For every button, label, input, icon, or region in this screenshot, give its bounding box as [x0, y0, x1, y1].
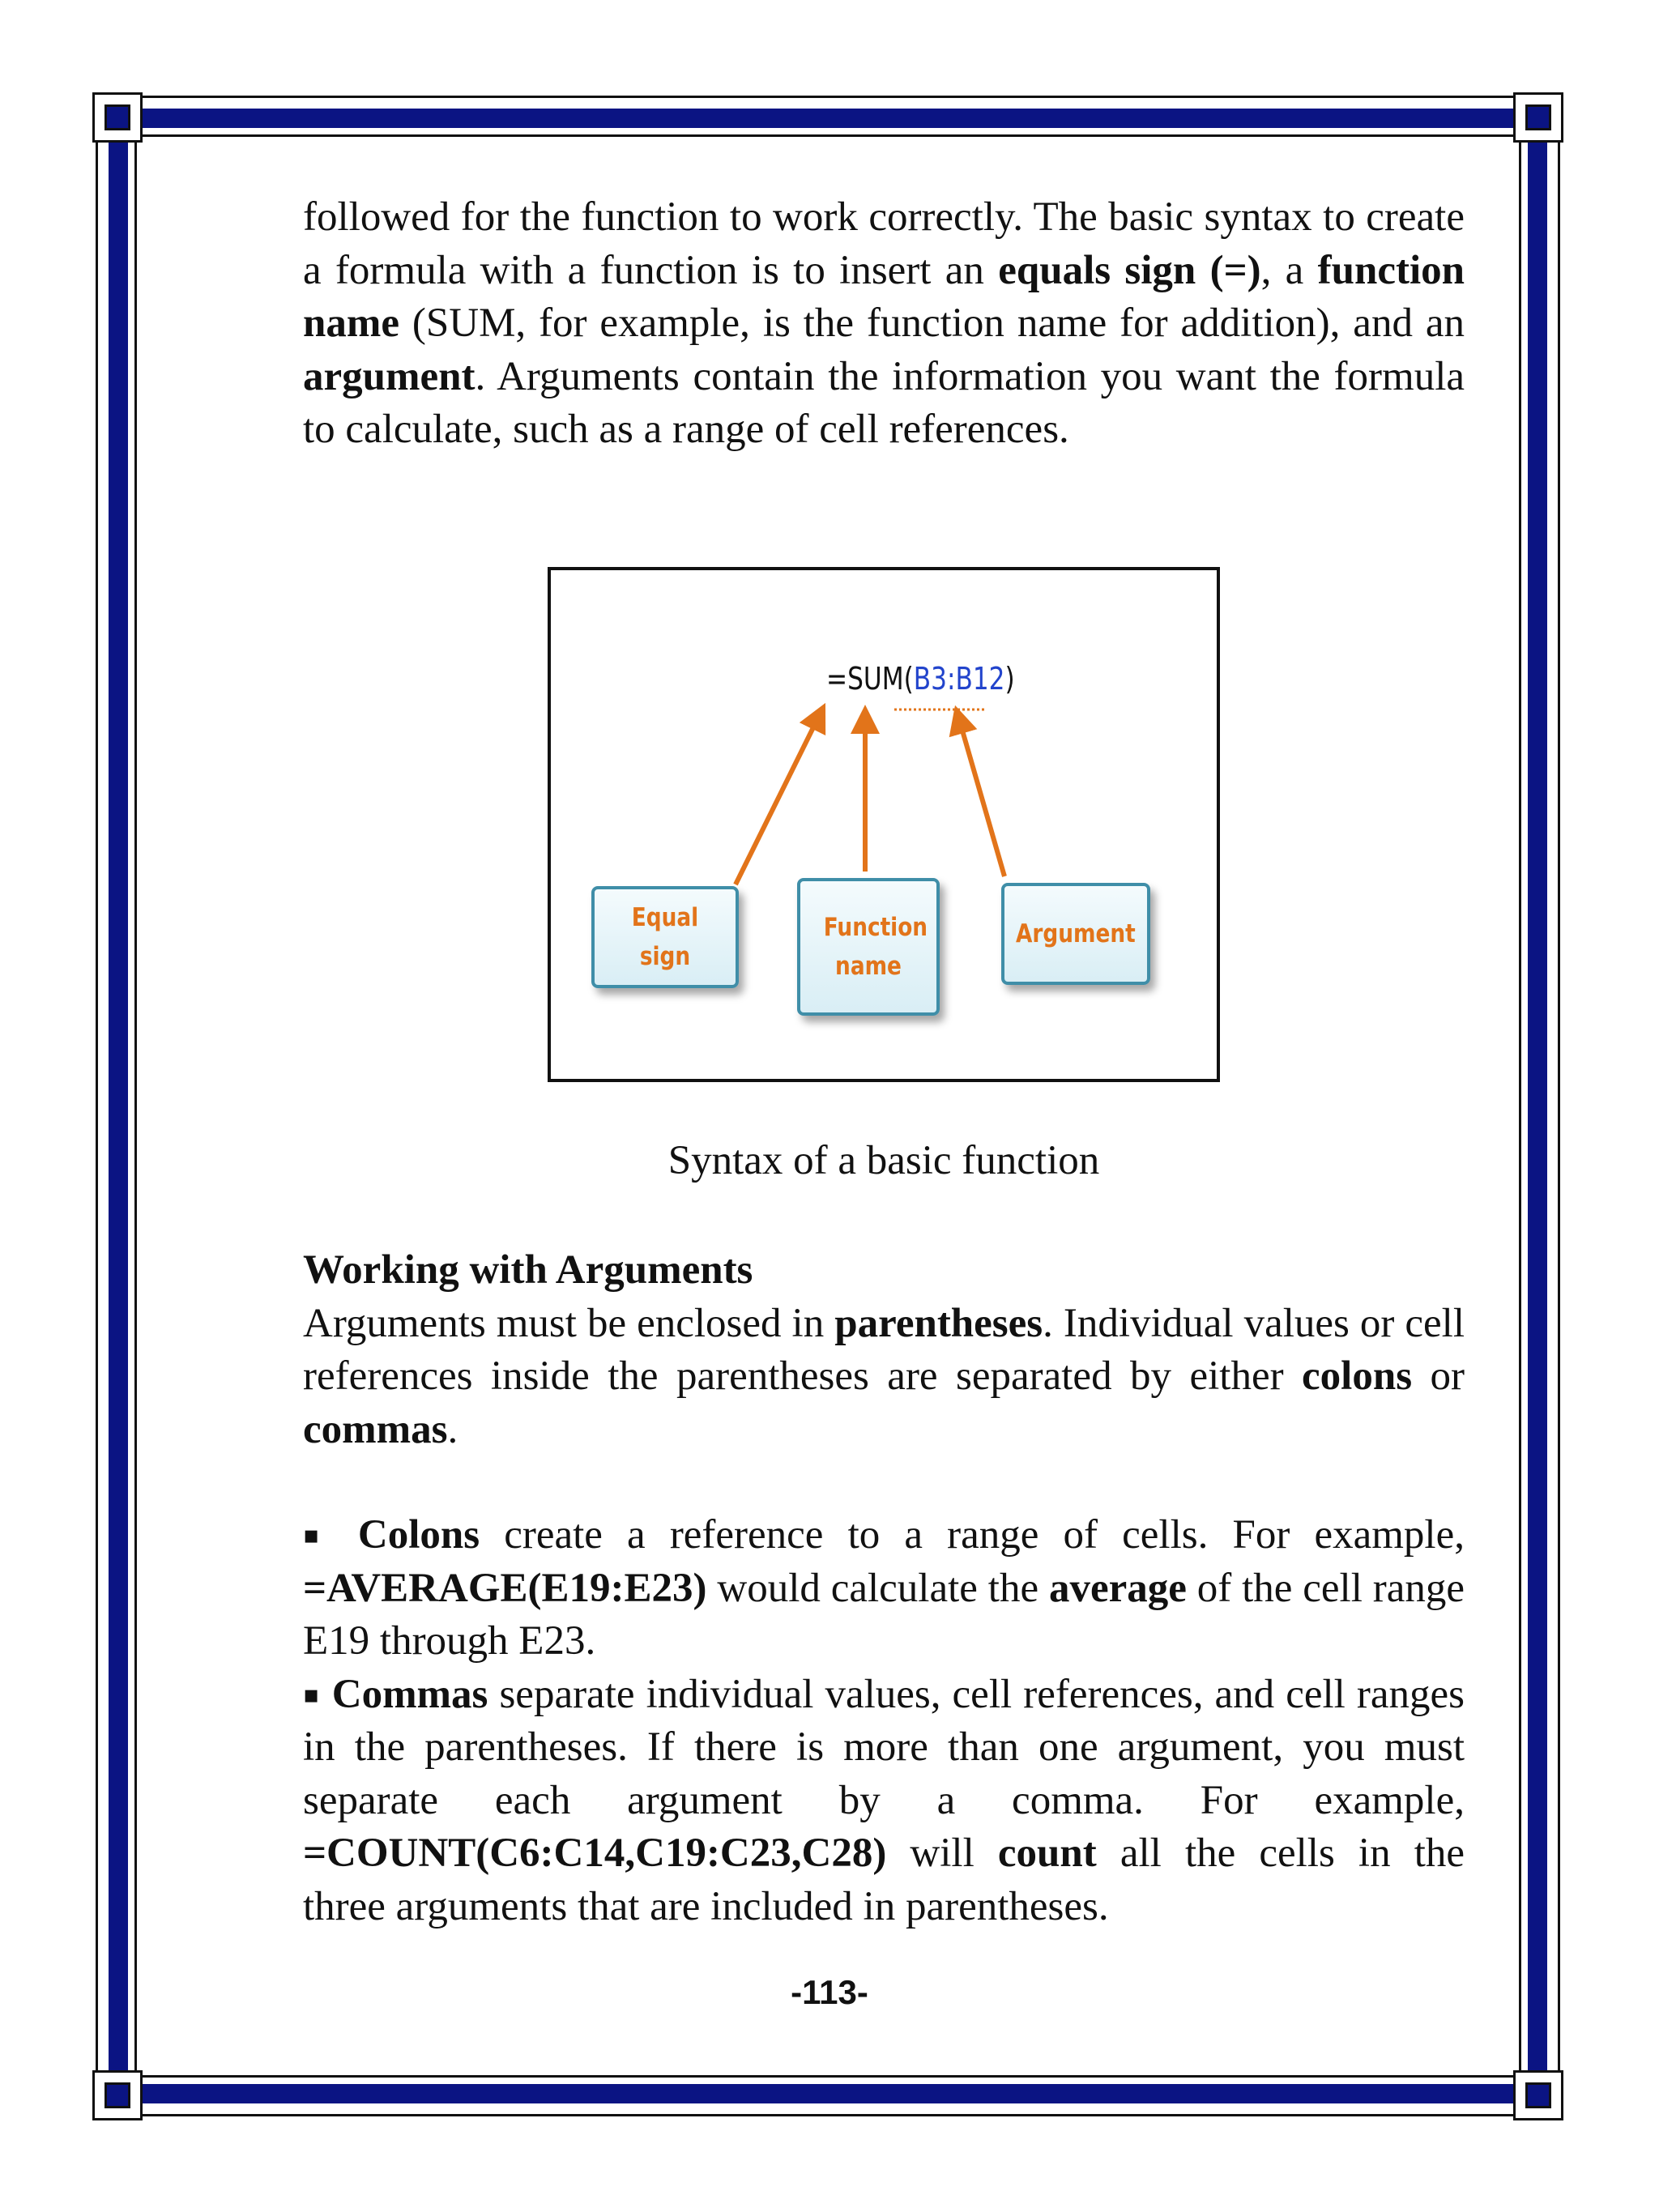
arrow-equal-sign [736, 716, 819, 884]
callout-label: Equal sign [631, 903, 699, 971]
term-average: average [1048, 1565, 1187, 1611]
callout-equal-sign [591, 886, 739, 988]
formula-suffix: ) [1004, 661, 1015, 697]
corner-ornament-bottom-right [1513, 2070, 1563, 2120]
term-commas: commas [303, 1406, 448, 1452]
arguments-paragraph [303, 1298, 1465, 1457]
callout-function-name [797, 878, 940, 1016]
text-run: Arguments must be enclosed in [303, 1300, 835, 1346]
term-colons-bullet: Colons [357, 1512, 480, 1558]
term-function-name: function name [303, 247, 1465, 346]
text-run: will [886, 1831, 998, 1876]
intro-section [303, 191, 1465, 457]
formula-range: B3:B12 [913, 661, 1005, 697]
term-parentheses: parentheses [834, 1300, 1043, 1346]
figure-caption: Syntax of a basic function [667, 1138, 1100, 1183]
bullet-icon: ▪ [303, 1521, 334, 1549]
spacer [303, 1456, 1465, 1509]
term-count: count [997, 1831, 1097, 1876]
term-colons: colons [1302, 1353, 1413, 1399]
text-run: or [1412, 1353, 1465, 1399]
text-run: create a reference to a range of cells. For example, [480, 1512, 1465, 1558]
text-run: . Individual values or cell references inside the parentheses are separated by either [303, 1300, 1465, 1399]
corner-ornament-top-right [1513, 92, 1563, 143]
arguments-section [303, 1244, 1465, 1933]
term-equals-sign: equals sign (=) [998, 247, 1261, 293]
formula-prefix: =SUM( [826, 661, 914, 697]
text-run: . Arguments contain the information you want the formula to calculate, such as a range of cell references. [303, 353, 1465, 452]
bullet-icon: ▪ [303, 1680, 321, 1709]
text-run: , a [1260, 247, 1318, 293]
formula-average: =AVERAGE(E19:E23) [303, 1565, 707, 1611]
bullet-colons [303, 1509, 1465, 1669]
callout-label: Function name [823, 913, 928, 981]
text-run: of the cell range E19 through E23. [303, 1565, 1465, 1664]
callout-label: Argument [1016, 919, 1136, 948]
text-run: . [447, 1406, 458, 1452]
page-number: -113- [791, 1973, 868, 2011]
bullet-commas [303, 1669, 1465, 1934]
callout-argument [1001, 883, 1150, 985]
text-run: all the cells in the three arguments that are included in parentheses. [303, 1831, 1465, 1929]
section-heading: Working with Arguments [303, 1247, 753, 1293]
text-run: separate individual values, cell references, and cell ranges in the parentheses. If there is more than one argument, you must separate each argument by a comma. For example, [303, 1671, 1465, 1823]
corner-ornament-bottom-left [92, 2070, 143, 2120]
intro-paragraph [303, 191, 1465, 457]
text-run: would calculate the [706, 1565, 1049, 1611]
syntax-figure [548, 567, 1220, 1082]
text-run: (SUM, for example, is the function name for addition), and an [399, 300, 1465, 346]
formula-text [826, 661, 1015, 697]
term-argument: argument [303, 353, 476, 399]
text-run: followed for the function to work correctly. The basic syntax to create a formula with a function is to insert an [303, 194, 1465, 293]
formula-count: =COUNT(C6:C14,C19:C23,C28) [303, 1831, 887, 1876]
term-commas-bullet: Commas [331, 1671, 488, 1717]
arrow-argument [959, 719, 1004, 876]
corner-ornament-top-left [92, 92, 143, 143]
